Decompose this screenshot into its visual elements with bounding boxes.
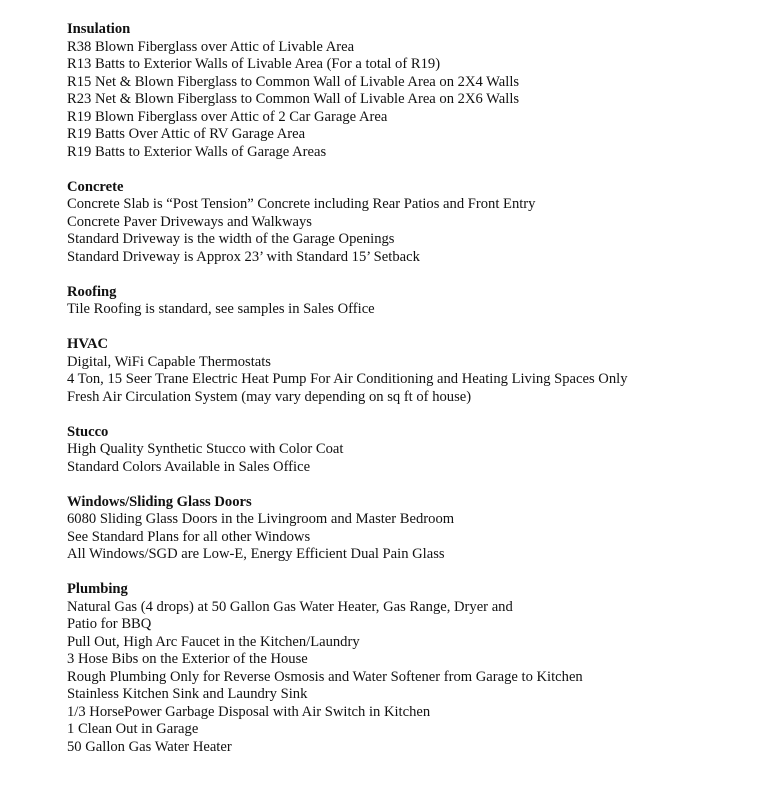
spec-line: 50 Gallon Gas Water Heater	[67, 738, 232, 755]
spec-line: Pull Out, High Arc Faucet in the Kitchen/Laundry	[67, 633, 360, 650]
spec-line: Rough Plumbing Only for Reverse Osmosis and Water Softener from Garage to Kitchen	[67, 668, 583, 685]
spec-line: Standard Colors Available in Sales Office	[67, 458, 311, 475]
spec-line: R15 Net & Blown Fiberglass to Common Wall of Livable Area on 2X4 Walls	[67, 73, 520, 90]
spec-line: Standard Driveway is the width of the Garage Openings	[67, 231, 395, 247]
spec-line: Natural Gas (4 drops) at 50 Gallon Gas Water Heater, Gas Range, Dryer and	[67, 598, 513, 615]
spec-line: R19 Blown Fiberglass over Attic of 2 Car Garage Area	[67, 108, 388, 125]
spec-line: Patio for BBQ	[67, 616, 152, 632]
section-heading: Plumbing	[67, 581, 128, 597]
spec-line: 1/3 HorsePower Garbage Disposal with Air Switch in Kitchen	[67, 703, 431, 720]
spec-line: R19 Batts to Exterior Walls of Garage Areas	[67, 143, 327, 160]
spec-line: High Quality Synthetic Stucco with Color Coat	[67, 441, 344, 457]
spec-document	[67, 21, 757, 774]
spec-line: See Standard Plans for all other Windows	[67, 528, 311, 545]
section-heading: Concrete	[67, 178, 124, 195]
section-roofing	[67, 284, 757, 319]
section-concrete	[67, 179, 757, 267]
spec-line: R38 Blown Fiberglass over Attic of Livable Area	[67, 38, 355, 55]
spec-line: 4 Ton, 15 Seer Trane Electric Heat Pump For Air Conditioning and Heating Living Spaces Only	[67, 371, 628, 387]
section-heading: Windows/Sliding Glass Doors	[67, 493, 252, 510]
spec-line: All Windows/SGD are Low-E, Energy Efficient Dual Pain Glass	[67, 546, 445, 562]
spec-line: R23 Net & Blown Fiberglass to Common Wall of Livable Area on 2X6 Walls	[67, 91, 520, 107]
spec-line: 6080 Sliding Glass Doors in the Livingroom and Master Bedroom	[67, 511, 455, 527]
spec-line: Digital, WiFi Capable Thermostats	[67, 353, 271, 370]
section-windows-sliding-glass-doors	[67, 494, 757, 564]
section-heading: Stucco	[67, 423, 109, 440]
spec-line: Standard Driveway is Approx 23’ with Standard 15’ Setback	[67, 248, 420, 265]
section-stucco	[67, 424, 757, 477]
section-plumbing	[67, 581, 757, 756]
section-heading: Insulation	[67, 21, 131, 37]
spec-line: Fresh Air Circulation System (may vary depending on sq ft of house)	[67, 388, 472, 405]
spec-line: Stainless Kitchen Sink and Laundry Sink	[67, 686, 308, 702]
spec-line: 1 Clean Out in Garage	[67, 721, 199, 737]
spec-line: 3 Hose Bibs on the Exterior of the House	[67, 651, 308, 667]
section-heading: Roofing	[67, 283, 117, 300]
section-insulation	[67, 21, 757, 161]
spec-line: R19 Batts Over Attic of RV Garage Area	[67, 126, 306, 142]
spec-line: Concrete Paver Driveways and Walkways	[67, 213, 312, 230]
spec-line: Concrete Slab is “Post Tension” Concrete including Rear Patios and Front Entry	[67, 196, 536, 212]
section-hvac	[67, 336, 757, 406]
section-heading: HVAC	[67, 336, 109, 352]
spec-line: Tile Roofing is standard, see samples in Sales Office	[67, 301, 375, 317]
spec-line: R13 Batts to Exterior Walls of Livable Area (For a total of R19)	[67, 56, 441, 72]
